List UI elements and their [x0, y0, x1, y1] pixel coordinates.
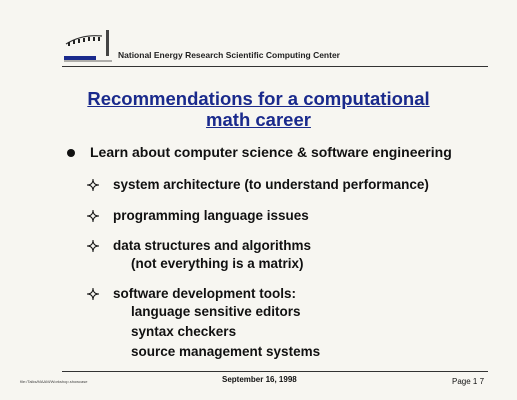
- berkeley-lab-logo-icon: [62, 26, 114, 64]
- footer-divider: [62, 371, 488, 372]
- sub-bullet-label: programming language issues: [113, 208, 309, 223]
- sub-bullet-label: data structures and algorithms: [113, 238, 312, 253]
- organization-name: National Energy Research Scientific Computing Center: [118, 50, 340, 60]
- tool-item-syntax-checkers: syntax checkers: [131, 324, 237, 339]
- bullet-dot-icon: [67, 149, 75, 157]
- slide-title-line-2: math career: [206, 109, 311, 130]
- diamond-bullet-icon: [86, 209, 100, 223]
- diamond-bullet-icon: [86, 178, 100, 192]
- sub-bullet-label: software development tools:: [113, 286, 297, 301]
- page-number: Page 1 7: [452, 377, 485, 386]
- slide-date: September 16, 1998: [222, 375, 297, 384]
- tool-item-source-management: source management systems: [131, 344, 321, 359]
- slide-title: [60, 88, 457, 130]
- header-divider: [62, 66, 488, 67]
- tool-item-editors: language sensitive editors: [131, 304, 301, 319]
- diamond-bullet-icon: [86, 239, 100, 253]
- sub-bullet-label: system architecture (to understand performance): [113, 177, 429, 192]
- diamond-bullet-icon: [86, 287, 100, 301]
- sub-bullet-continuation: (not everything is a matrix): [131, 256, 304, 271]
- file-path: file:/Talks/MAAM/Workshop.showcase: [20, 379, 88, 384]
- main-bullet-text: Learn about computer science & software engineering: [90, 144, 452, 160]
- slide-title-line-1: Recommendations for a computational: [87, 88, 430, 109]
